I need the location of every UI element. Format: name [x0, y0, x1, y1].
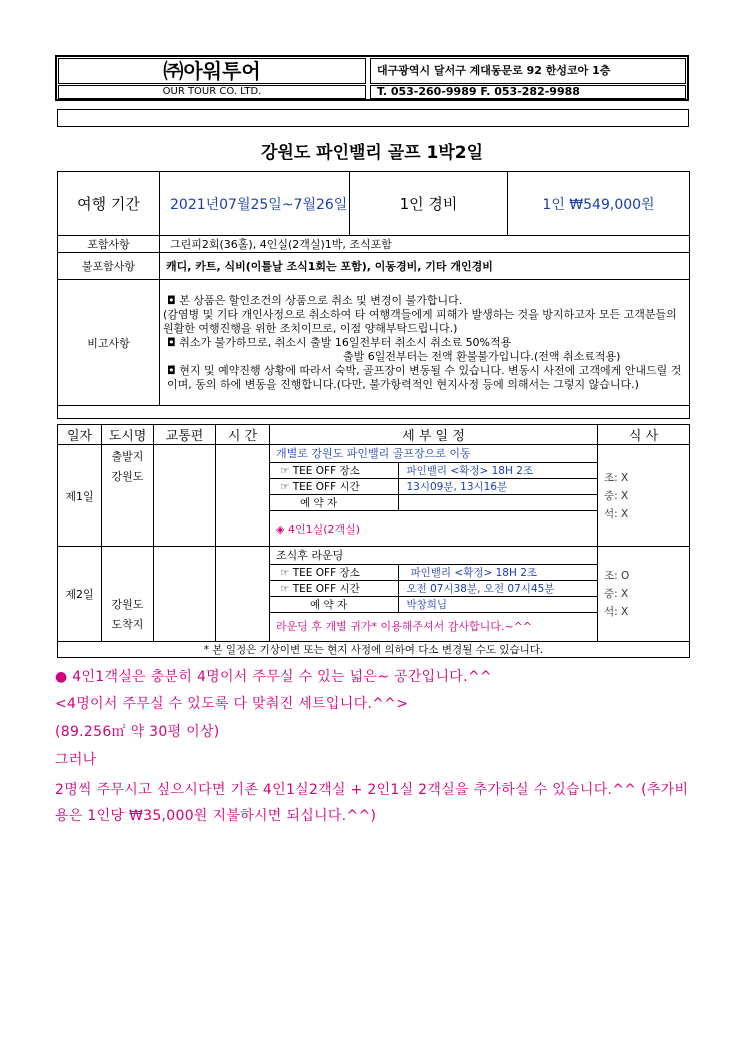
- day1-tee-place-value: 파인밸리 <확정> 18H 2조: [398, 463, 597, 479]
- day2-intro: 조식후 라운딩: [270, 548, 597, 565]
- day1-breakfast: 조: X: [604, 471, 629, 484]
- day2-label: 제2일: [58, 547, 102, 642]
- day1-details: [270, 463, 597, 511]
- included-value: 그린피2회(36홀), 4인실(2객실)1박, 조식포함: [160, 236, 690, 253]
- cost-label: 1인 경비: [350, 172, 508, 236]
- note-2: (감염병 및 기타 개인사정으로 취소하여 타 여행객들에게 피해가 발생하는 것을 방지하고자 모든 고객분들의 원활한 여행진행을 위한 조치이므로, 이점 양해부탁드립니다.): [163, 307, 677, 335]
- day2-transport: [154, 547, 216, 642]
- included-label: 포함사항: [58, 236, 160, 253]
- notice-line-1: ● 4인1객실은 충분히 4명이서 주무실 수 있는 넓은~ 공간입니다.^^: [55, 669, 492, 685]
- excluded-label: 불포함사항: [58, 253, 160, 280]
- day1-schedule: [270, 445, 598, 547]
- day1-lunch: 중: X: [604, 489, 629, 502]
- day2-schedule: [270, 547, 598, 642]
- note-3: ◘ 취소가 불가하므로, 취소시 출발 16일전부터 취소시 취소료 50%적용: [167, 335, 512, 349]
- day2-reserver-value: 박창희님: [398, 597, 597, 613]
- day2-meals: [598, 547, 690, 642]
- header-transport: 교통편: [154, 425, 216, 445]
- day2-details: [270, 565, 597, 613]
- notice-line-2: <4명이서 주무실 수 있도록 다 맞춰진 세트입니다.^^>: [55, 696, 409, 712]
- header-schedule: 세 부 일 정: [270, 425, 598, 445]
- company-name-kr: ㈜아워투어: [58, 58, 366, 84]
- itinerary-table: [57, 424, 690, 658]
- notice-line-5: 2명씩 주무시고 싶으시다면 기존 4인1실2객실 + 2인1실 2객실을 추가하실 수 있습니다.^^ (추가비용은 1인당 ₩35,000원 지불하시면 되십니다.^^): [55, 782, 689, 824]
- day2-tee-time-label: ☞ TEE OFF 시간: [270, 581, 398, 597]
- spacer-row: [58, 406, 690, 419]
- day2-city: 강원도 도착지: [102, 547, 154, 642]
- day2-tee-place-label: ☞ TEE OFF 장소: [270, 565, 398, 581]
- summary-table: [57, 171, 690, 419]
- day1-tee-time-label: ☞ TEE OFF 시간: [270, 479, 398, 495]
- day2-breakfast: 조: O: [604, 570, 630, 582]
- day1-dinner: 석: X: [604, 507, 629, 520]
- day2-reserver-label: 예 약 자: [270, 597, 398, 613]
- day1-tee-time-value: 13시09분, 13시16분: [398, 479, 597, 495]
- company-phone: T. 053-260-9989 F. 053-282-9988: [370, 85, 686, 99]
- header-city: 도시명: [102, 425, 154, 445]
- cost-value: 1인 ₩549,000원: [508, 172, 690, 236]
- day1-reserver-value: [398, 495, 597, 511]
- header-day: 일자: [58, 425, 102, 445]
- itinerary-footnote: * 본 일정은 기상이변 또는 현지 사정에 의하여 다소 변경될 수도 있습니다.: [58, 642, 690, 658]
- day2-tee-time-value: 오전 07시38분, 오전 07시45분: [398, 581, 597, 597]
- day1-room: ◈ 4인1실(2객실): [276, 523, 361, 536]
- note-1: ◘ 본 상품은 할인조건의 상품으로 취소 및 변경이 불가합니다.: [167, 293, 463, 307]
- divider-bar: [57, 109, 689, 127]
- header-meals: 식 사: [598, 425, 690, 445]
- day1-reserver-label: 예 약 자: [270, 495, 398, 511]
- day1-intro: 개별로 강원도 파인밸리 골프장으로 이동: [270, 445, 597, 463]
- notice-line-3: (89.256㎡ 약 30평 이상): [55, 724, 220, 740]
- notice-line-4: 그러나: [55, 752, 97, 768]
- notes-label: 비고사항: [58, 280, 160, 406]
- day1-tee-place-label: ☞ TEE OFF 장소: [270, 463, 398, 479]
- notes-cell: [160, 280, 690, 406]
- company-address: 대구광역시 달서구 계대동문로 92 한성코아 1층: [370, 58, 686, 84]
- period-label: 여행 기간: [58, 172, 160, 236]
- excluded-value: 캐디, 카트, 식비(이틀날 조식1회는 포함), 이동경비, 기타 개인경비: [160, 253, 690, 280]
- note-4: 출발 6일전부터는 전액 환불불가입니다.(전액 취소료적용): [343, 349, 621, 363]
- day1-city: 출발지 강원도: [102, 445, 154, 547]
- note-5: ◘ 현지 및 예약진행 상황에 따라서 숙박, 골프장이 변동될 수 있습니다. 변동시 사전에 고객에게 안내드릴 것이며, 동의 하에 변동을 진행합니다.(다만, 불가항력적인 현지사정 등에 의해서는 그렇지 않습니다.): [167, 363, 682, 391]
- header-time: 시 간: [216, 425, 270, 445]
- day1-label: 제1일: [58, 445, 102, 547]
- day1-transport: [154, 445, 216, 547]
- company-name-en: OUR TOUR CO. LTD.: [58, 85, 366, 99]
- day1-time: [216, 445, 270, 547]
- day1-meals: [598, 445, 690, 547]
- day2-lunch: 중: X: [604, 588, 629, 600]
- page-title: 강원도 파인밸리 골프 1박2일: [260, 143, 484, 163]
- day2-dinner: 석: X: [604, 606, 629, 618]
- day2-time: [216, 547, 270, 642]
- day2-tee-place-value: 파인밸리 <확정> 18H 2조: [398, 565, 597, 581]
- period-value: 2021년07월25일~7월26일: [160, 172, 350, 236]
- day2-closing: 라운딩 후 개별 귀가* 이용해주셔서 감사합니다.~^^: [276, 620, 533, 633]
